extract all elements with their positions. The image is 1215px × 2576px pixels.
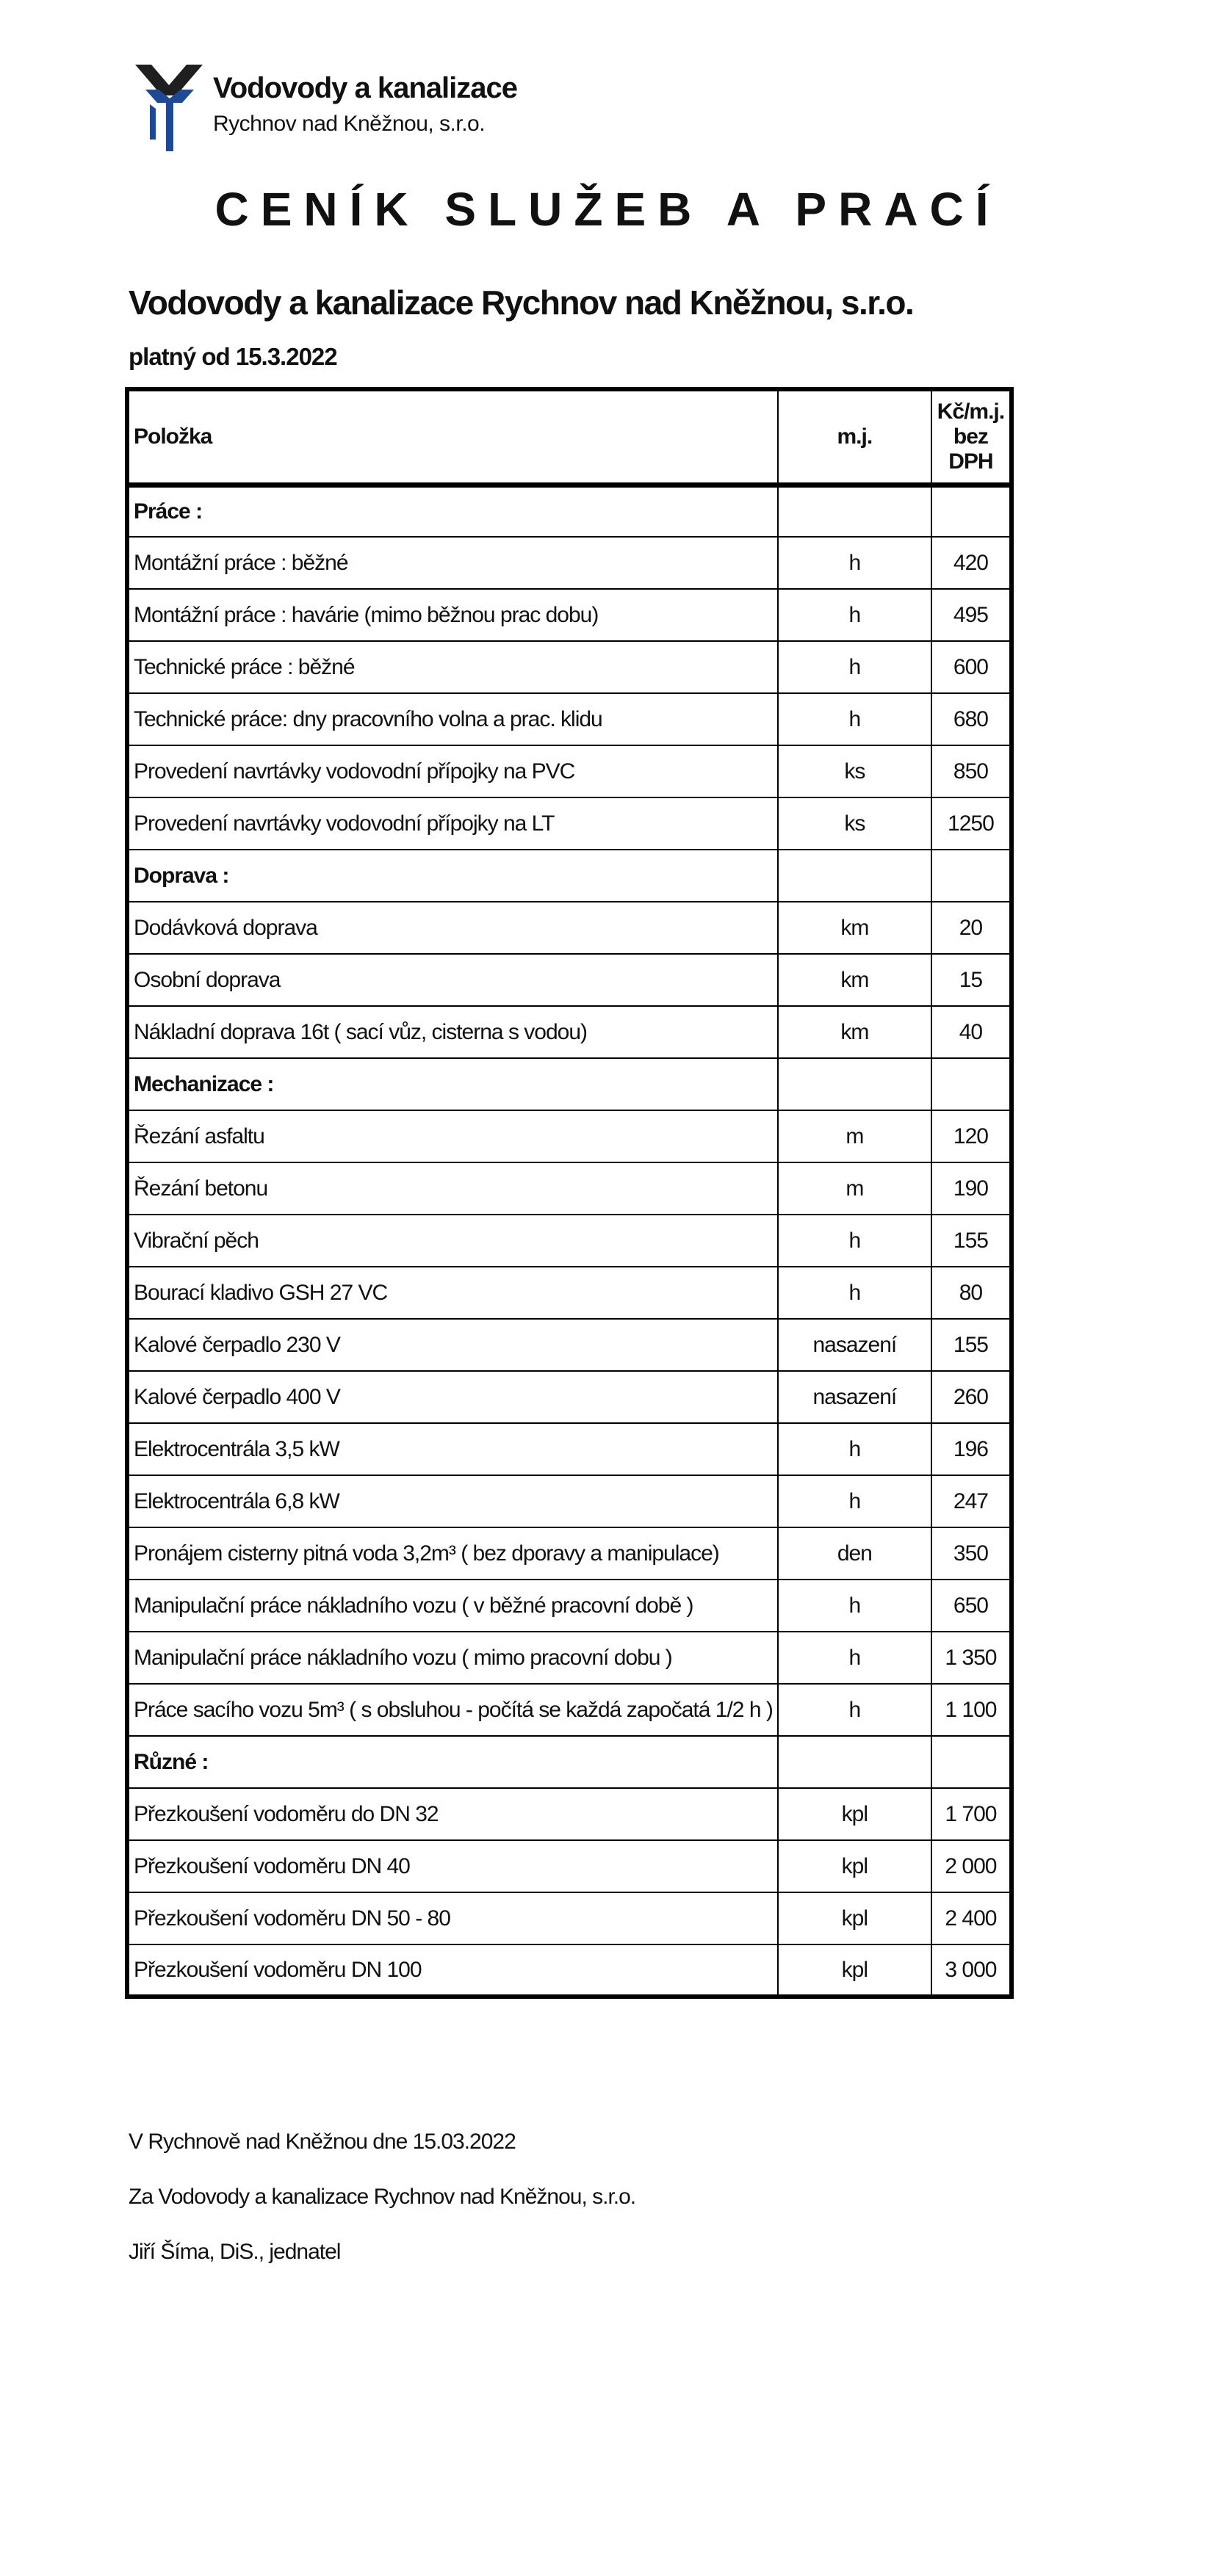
row-item: Kalové čerpadlo 230 V [127,1319,778,1371]
row-item: Montážní práce : havárie (mimo běžnou prac dobu) [127,589,778,641]
row-item: Řezání asfaltu [127,1110,778,1162]
table-row [127,537,1012,589]
price-rows [127,485,1012,1997]
table-row [127,1632,1012,1684]
row-price: 3 000 [931,1944,1012,1997]
row-price: 196 [931,1423,1012,1475]
row-price: 120 [931,1110,1012,1162]
row-price: 155 [931,1215,1012,1267]
row-item: Provedení navrtávky vodovodní přípojky na PVC [127,745,778,797]
row-unit: m [778,1110,931,1162]
row-price [931,850,1012,902]
table-row [127,797,1012,850]
table-row [127,485,1012,537]
logo-mark-icon [132,60,206,156]
validity-date: platný od 15.3.2022 [129,343,337,370]
row-item: Práce sacího vozu 5m³ ( s obsluhou - počítá se každá započatá 1/2 h ) [127,1684,778,1736]
row-item: Manipulační práce nákladního vozu ( v běžné pracovní době ) [127,1580,778,1632]
row-price: 1250 [931,797,1012,850]
row-item: Technické práce: dny pracovního volna a prac. klidu [127,693,778,745]
row-unit [778,1058,931,1110]
row-item: Práce : [127,485,778,537]
row-unit [778,485,931,537]
header-price: Kč/m.j. bez DPH [931,389,1012,485]
company-name: Vodovody a kanalizace Rychnov nad Kněžnou, s.r.o. [129,283,914,322]
header-unit: m.j. [778,389,931,485]
row-unit: km [778,1006,931,1058]
row-item: Přezkoušení vodoměru DN 50 - 80 [127,1892,778,1944]
row-unit: kpl [778,1944,931,1997]
row-unit: h [778,1632,931,1684]
row-unit: m [778,1162,931,1215]
row-item: Přezkoušení vodoměru DN 40 [127,1840,778,1892]
row-unit: km [778,954,931,1006]
table-row [127,1840,1012,1892]
row-price: 40 [931,1006,1012,1058]
table-row [127,1944,1012,1997]
row-unit: nasazení [778,1319,931,1371]
row-item: Provedení navrtávky vodovodní přípojky na LT [127,797,778,850]
table-row [127,1215,1012,1267]
table-row [127,1475,1012,1527]
table-row [127,1162,1012,1215]
row-item: Řezání betonu [127,1162,778,1215]
row-unit: h [778,693,931,745]
row-unit: nasazení [778,1371,931,1423]
row-price: 495 [931,589,1012,641]
row-item: Nákladní doprava 16t ( sací vůz, cisterna s vodou) [127,1006,778,1058]
row-unit: h [778,1684,931,1736]
row-item: Mechanizace : [127,1058,778,1110]
row-unit: kpl [778,1892,931,1944]
row-item: Různé : [127,1736,778,1788]
row-item: Pronájem cisterny pitná voda 3,2m³ ( bez dporavy a manipulace) [127,1527,778,1580]
row-price: 600 [931,641,1012,693]
logo-name: Vodovody a kanalizace [213,72,517,104]
table-header-row [127,389,1012,485]
table-row [127,850,1012,902]
row-unit: h [778,1475,931,1527]
table-row [127,1736,1012,1788]
table-row [127,1058,1012,1110]
price-table [125,387,1014,1999]
row-unit: h [778,1267,931,1319]
row-price [931,1736,1012,1788]
row-item: Elektrocentrála 3,5 kW [127,1423,778,1475]
row-unit: km [778,902,931,954]
row-unit [778,1736,931,1788]
table-row [127,745,1012,797]
table-row [127,1423,1012,1475]
row-price: 850 [931,745,1012,797]
row-unit: den [778,1527,931,1580]
row-price: 1 350 [931,1632,1012,1684]
row-item: Přezkoušení vodoměru DN 100 [127,1944,778,1997]
table-row [127,1892,1012,1944]
logo-subtitle: Rychnov nad Kněžnou, s.r.o. [213,112,486,136]
row-price: 420 [931,537,1012,589]
row-price: 260 [931,1371,1012,1423]
row-unit: h [778,1423,931,1475]
row-price: 1 700 [931,1788,1012,1840]
table-row [127,1006,1012,1058]
table-row [127,641,1012,693]
table-row [127,1788,1012,1840]
row-item: Montážní práce : běžné [127,537,778,589]
row-price: 680 [931,693,1012,745]
row-unit: ks [778,745,931,797]
row-unit: h [778,1580,931,1632]
row-unit: h [778,1215,931,1267]
table-row [127,902,1012,954]
row-price: 20 [931,902,1012,954]
row-item: Přezkoušení vodoměru do DN 32 [127,1788,778,1840]
row-unit: ks [778,797,931,850]
row-price [931,1058,1012,1110]
row-unit [778,850,931,902]
table-row [127,1527,1012,1580]
row-price: 155 [931,1319,1012,1371]
row-unit: h [778,589,931,641]
row-price: 350 [931,1527,1012,1580]
row-item: Dodávková doprava [127,902,778,954]
header-item: Položka [127,389,778,485]
table-row [127,1319,1012,1371]
footer-on-behalf: Za Vodovody a kanalizace Rychnov nad Kněžnou, s.r.o. [129,2185,636,2209]
row-price: 247 [931,1475,1012,1527]
row-price: 15 [931,954,1012,1006]
row-unit: kpl [778,1840,931,1892]
table-row [127,1267,1012,1319]
document-title: CENÍK SLUŽEB A PRACÍ [214,183,1001,236]
row-item: Technické práce : běžné [127,641,778,693]
row-item: Vibrační pěch [127,1215,778,1267]
row-item: Manipulační práce nákladního vozu ( mimo pracovní dobu ) [127,1632,778,1684]
row-item: Doprava : [127,850,778,902]
row-unit: h [778,537,931,589]
table-row [127,1371,1012,1423]
row-item: Bourací kladivo GSH 27 VC [127,1267,778,1319]
row-item: Kalové čerpadlo 400 V [127,1371,778,1423]
company-logo [132,60,517,156]
row-item: Osobní doprava [127,954,778,1006]
table-row [127,954,1012,1006]
row-unit: h [778,641,931,693]
table-row [127,1580,1012,1632]
row-price: 80 [931,1267,1012,1319]
table-row [127,1110,1012,1162]
table-row [127,1684,1012,1736]
row-price: 2 000 [931,1840,1012,1892]
row-price: 190 [931,1162,1012,1215]
footer-place-date: V Rychnově nad Kněžnou dne 15.03.2022 [129,2130,516,2154]
row-unit: kpl [778,1788,931,1840]
footer-signatory: Jiří Šíma, DiS., jednatel [129,2240,341,2264]
row-item: Elektrocentrála 6,8 kW [127,1475,778,1527]
row-price: 1 100 [931,1684,1012,1736]
row-price: 650 [931,1580,1012,1632]
table-row [127,693,1012,745]
row-price [931,485,1012,537]
row-price: 2 400 [931,1892,1012,1944]
table-row [127,589,1012,641]
